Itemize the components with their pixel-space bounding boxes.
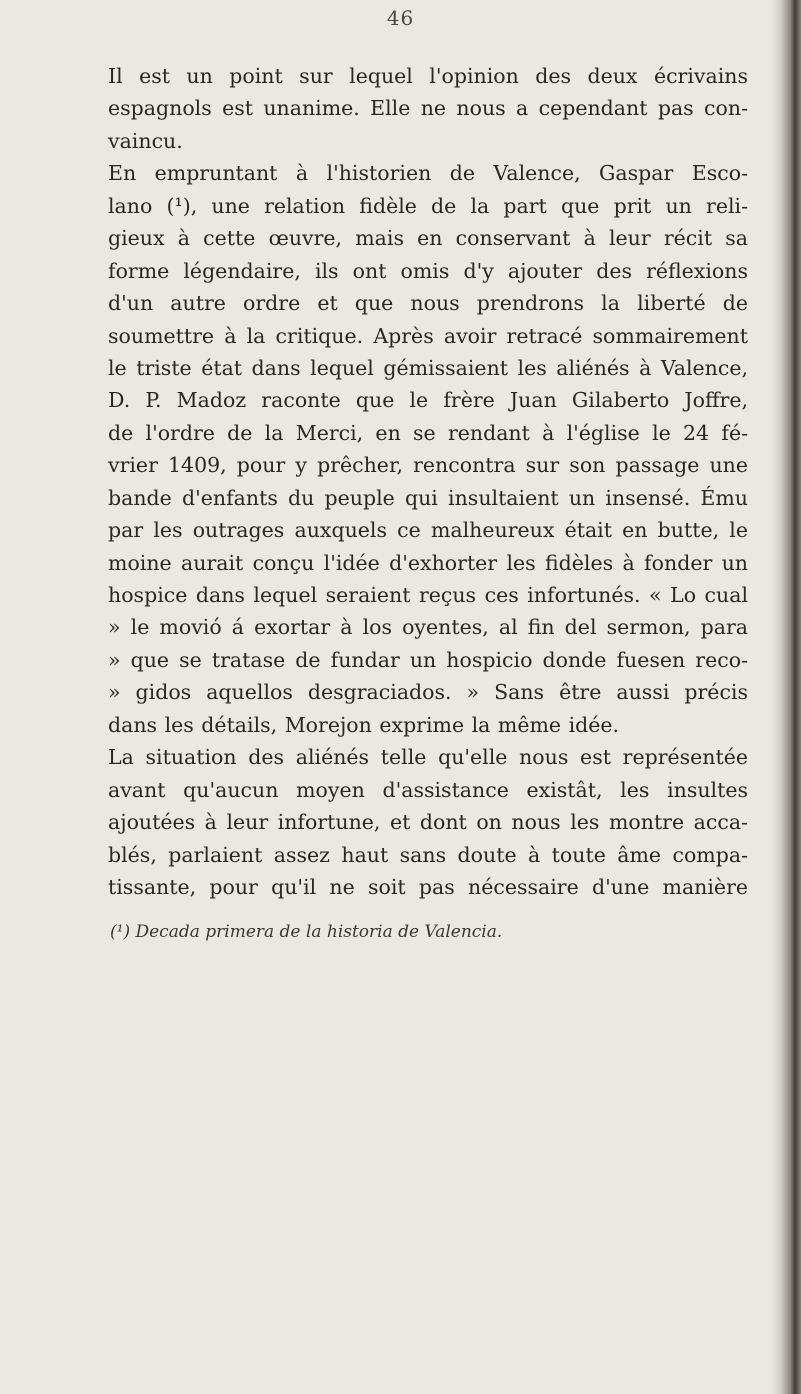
text-line: ajoutées à leur infortune, et dont on nous les montre acca- xyxy=(108,810,748,835)
text-line: » le movió á exortar à los oyentes, al fin del sermon, para xyxy=(108,615,748,640)
text-line: bande d'enfants du peuple qui insultaient un insensé. Ému xyxy=(108,485,748,510)
footnote: (¹) Decada primera de la historia de Valencia. xyxy=(110,922,503,942)
text-line: La situation des aliénés telle qu'elle nous est représentée xyxy=(108,745,748,770)
text-line: En empruntant à l'historien de Valence, Gaspar Esco- xyxy=(108,161,748,186)
text-line: D. P. Madoz raconte que le frère Juan Gilaberto Joffre, xyxy=(108,388,748,413)
text-line: espagnols est unanime. Elle ne nous a cependant pas con- xyxy=(108,96,748,121)
text-line: forme légendaire, ils ont omis d'y ajouter des réflexions xyxy=(108,258,748,283)
text-line: hospice dans lequel seraient reçus ces infortunés. « Lo cual xyxy=(108,583,748,607)
text-line: d'un autre ordre et que nous prendrons la liberté de xyxy=(108,291,748,316)
page-number: 46 xyxy=(386,6,415,30)
text-line: lano (¹), une relation fidèle de la part que prit un reli- xyxy=(108,193,748,218)
text-line: » gidos aquellos desgraciados. » Sans être aussi précis xyxy=(108,680,748,705)
body-text xyxy=(108,60,748,903)
text-line: moine aurait conçu l'idée d'exhorter les fidèles à fonder un xyxy=(108,550,748,575)
text-line: soumettre à la critique. Après avoir retracé sommairement xyxy=(108,323,748,348)
text-line: tissante, pour qu'il ne soit pas nécessaire d'une manière xyxy=(108,874,748,899)
text-line: vrier 1409, pour y prêcher, rencontra sur son passage une xyxy=(108,453,748,478)
text-line: gieux à cette œuvre, mais en conservant à leur récit sa xyxy=(108,226,748,251)
book-edge xyxy=(781,0,801,1394)
text-line: le triste état dans lequel gémissaient les aliénés à Valence, xyxy=(108,355,748,380)
text-line: » que se tratase de fundar un hospicio donde fuesen reco- xyxy=(108,647,748,672)
text-line: Il est un point sur lequel l'opinion des deux écrivains xyxy=(108,64,748,88)
text-line: dans les détails, Morejon exprime la même idée. xyxy=(108,712,620,737)
text-line: de l'ordre de la Merci, en se rendant à l'église le 24 fé- xyxy=(108,420,748,445)
page-gutter-shadow xyxy=(771,0,781,1394)
text-line: vaincu. xyxy=(108,128,183,153)
text-line: blés, parlaient assez haut sans doute à toute âme compa- xyxy=(108,842,748,867)
text-line: par les outrages auxquels ce malheureux était en butte, le xyxy=(108,518,748,543)
text-line: avant qu'aucun moyen d'assistance existât, les insultes xyxy=(108,777,748,802)
